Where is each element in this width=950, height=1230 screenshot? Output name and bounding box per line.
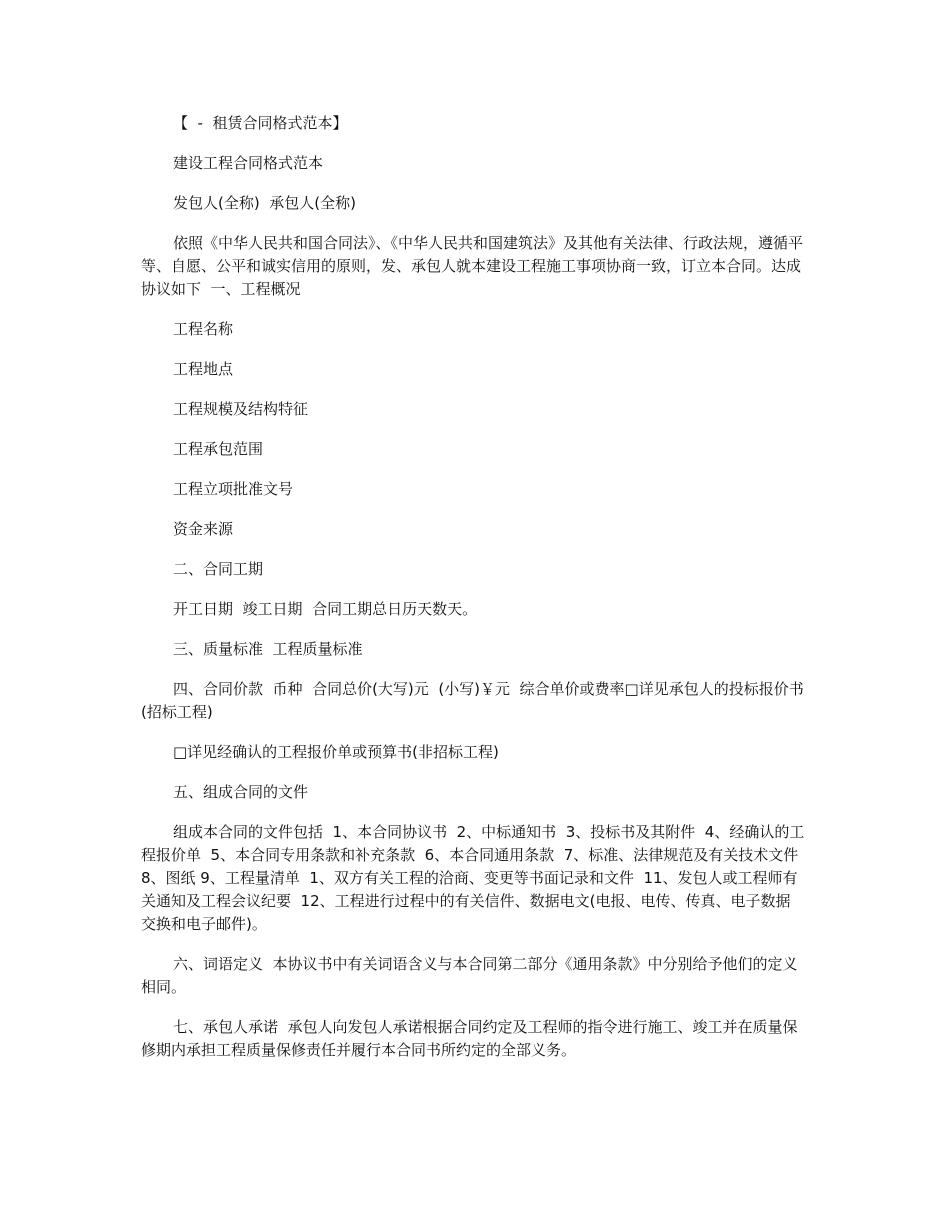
section-2-content: 开工日期 竣工日期 合同工期总日历天数天。 [173,600,478,618]
document-heading: 【 - 租赁合同格式范本】 [173,114,348,132]
contract-scope-field: 工程承包范围 [173,440,264,458]
section-4-paragraph: 四、合同价款 币种 合同总价(大写)元 (小写)￥元 综合单价或费率□详见承包人的投标报价书(招标工程) [141,680,804,721]
approval-number-field: 工程立项批准文号 [173,480,294,498]
section-5-title: 五、组成合同的文件 [173,783,309,801]
parties-line: 发包人(全称) 承包人(全称) [173,194,356,212]
project-scale-field: 工程规模及结构特征 [173,400,309,418]
preamble-paragraph: 依照《中华人民共和国合同法》、《中华人民共和国建筑法》及其他有关法律、行政法规，遵循平等、自愿、公平和诚实信用的原则，发、承包人就本建设工程施工事项协商一致，订立本合同。达成协议如下 一、工程概况 [141,234,804,298]
section-3-paragraph: 三、质量标准 工程质量标准 [173,640,363,658]
project-location-field: 工程地点 [173,360,234,378]
section-5-content: 组成本合同的文件包括 1、本合同协议书 2、中标通知书 3、投标书及其附件 4、经确认的工程报价单 5、本合同专用条款和补充条款 6、本合同通用条款 7、标准、法律规范及有关技术文件 8、图纸 9、工程量清单 1、双方有关工程的洽商、变更等书面记录和文件 11、发包人或工程师有关通知及工程会议纪要 12、工程进行过程中的有关信件、数据电文(电报、电传、传真、电子数据交换和电子邮件)。 [141,823,808,933]
document-title: 建设工程合同格式范本 [173,154,324,172]
document-page [141,112,808,1079]
fund-source-field: 资金来源 [173,520,234,538]
project-name-field: 工程名称 [173,320,234,338]
section-6-paragraph: 六、词语定义 本协议书中有关词语含义与本合同第二部分《通用条款》中分别给予他们的定义相同。 [141,955,798,996]
section-2-title: 二、合同工期 [173,560,264,578]
section-7-paragraph: 七、承包人承诺 承包人向发包人承诺根据合同约定及工程师的指令进行施工、竣工并在质量保修期内承担工程质量保修责任并履行本合同书所约定的全部义务。 [141,1018,798,1059]
section-4-option: □详见经确认的工程报价单或预算书(非招标工程) [173,743,499,761]
